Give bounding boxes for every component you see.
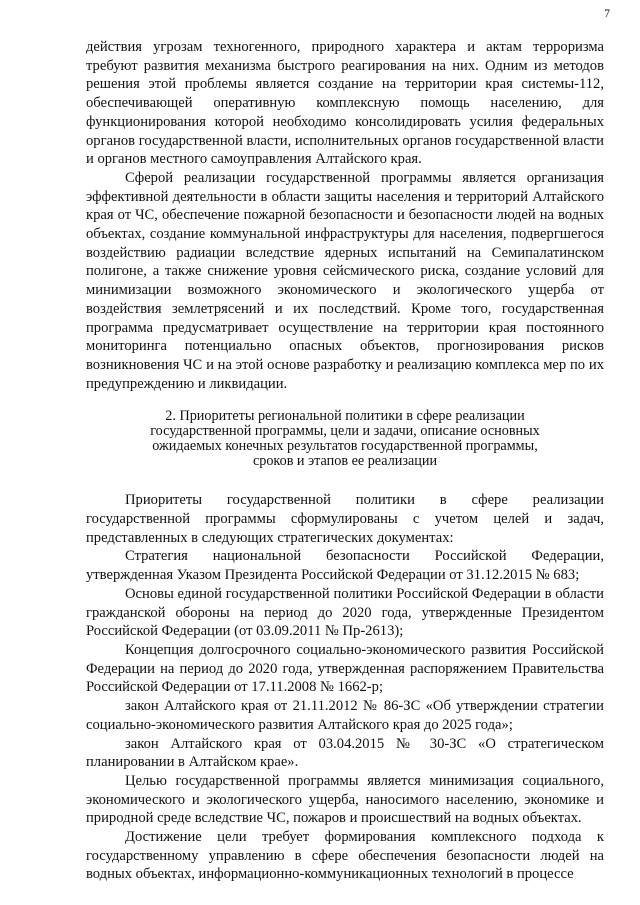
page-content: [86, 38, 604, 884]
section-heading-line: государственной программы, цели и задачи, описание основных: [150, 423, 540, 440]
list-item-document: Стратегия национальной безопасности Российской Федерации, утвержденная Указом Президента Российской Федерации от 31.12.2015 № 683;: [86, 548, 604, 584]
paragraph: Сферой реализации государственной программы является организация эффективной деятельности в области защиты населения и территорий Алтайского края от ЧС, обеспечение пожарной безопасности и безопасности людей на водных объектах, создание коммунальной инфраструктуры для населения, подвергшегося воздействию радиации вследствие ядерных испытаний на Семипалатинском полигоне, а также снижение уровня сейсмического риска, создание условий для минимизации возможного экономического и экологического ущерба от воздействия землетрясений и их последствий. Кроме того, государственная программа предусматривает осуществление на территории края постоянного мониторинга потенциально опасных объектов, прогнозирования рисков возникновения ЧС и на этой основе разработку и реализацию комплекса мер по их предупреждению и ликвидации.: [86, 169, 604, 392]
list-item-document: закон Алтайского края от 21.11.2012 № 86-ЗС «Об утверждении стратегии социально-экономического развития Алтайского края до 2025 года»;: [86, 698, 604, 733]
page-number: 7: [604, 8, 610, 20]
list-item-document: закон Алтайского края от 03.04.2015 № 30-ЗС «О стратегическом планировании в Алтайском крае».: [86, 735, 604, 771]
paragraph: Приоритеты государственной политики в сфере реализации государственной программы сформулированы с учетом целей и задач, представленных в следующих стратегических документах:: [86, 492, 604, 546]
list-item-document: Основы единой государственной политики Российской Федерации в области гражданской обороны на период до 2020 года, утвержденные Президентом Российской Федерации (от 03.09.2011 № Пр-2613);: [86, 585, 604, 640]
section-heading-line: 2. Приоритеты региональной политики в сфере реализации: [165, 408, 525, 425]
paragraph: действия угрозам техногенного, природного характера и актам терроризма требуют развития механизма быстрого реагирования на них. Одним из методов решения этой проблемы является создание на территории края системы-112, обеспечивающей оперативную комплексную помощь населению, для функционирования которой необходимо консолидировать усилия федеральных органов государственной власти, исполнительных органов государственной власти и органов местного самоуправления Алтайского края.: [86, 39, 604, 168]
section-heading: [86, 409, 604, 469]
paragraph: Достижение цели требует формирования комплексного подхода к государственному управлению в сфере обеспечения безопасности людей на водных объектах, информационно-коммуникационных технологий в процессе: [86, 829, 604, 883]
section-heading-line: ожидаемых конечных результатов государственной программы,: [152, 438, 538, 455]
paragraph: Целью государственной программы является минимизация социального, экономического и экологического ущерба, наносимого населению, экономике и природной среде вследствие ЧС, пожаров и происшествий на водных объектах.: [86, 772, 604, 827]
section-heading-line: сроков и этапов ее реализации: [252, 453, 438, 470]
list-item-document: Концепция долгосрочного социально-экономического развития Российской Федерации на период до 2020 года, утвержденная распоряжением Правительства Российской Федерации от 17.11.2008 № 1662-р;: [86, 641, 604, 696]
